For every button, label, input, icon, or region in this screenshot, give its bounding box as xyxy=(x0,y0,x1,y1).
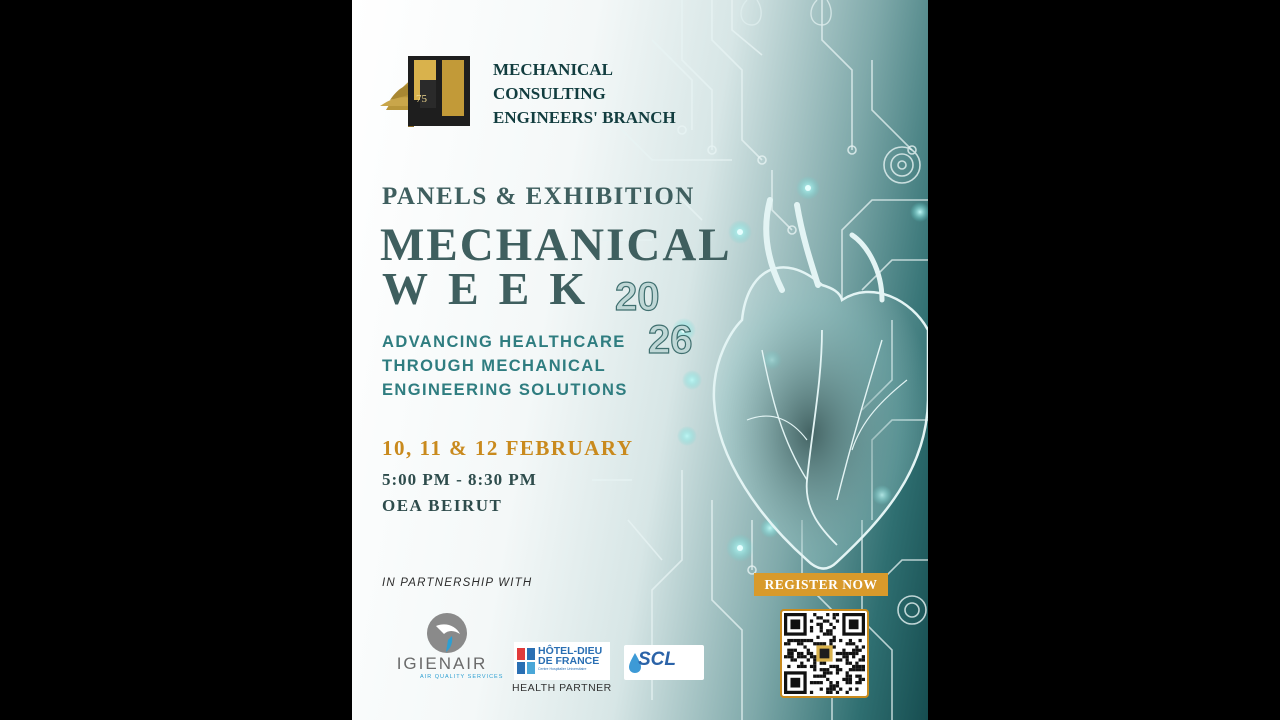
partnership-label: IN PARTNERSHIP WITH xyxy=(382,577,533,589)
hotel-dieu-name-line-1: HÔTEL-DIEU xyxy=(538,645,603,657)
logo-badge: 75 xyxy=(416,93,427,105)
event-poster xyxy=(352,0,928,720)
tagline-line-1: ADVANCING HEALTHCARE xyxy=(382,333,626,351)
organizer-line-3: ENGINEERS' BRANCH xyxy=(493,108,676,127)
igienair-tagline: AIR QUALITY SERVICES xyxy=(420,674,504,680)
organizer-line-2: CONSULTING xyxy=(493,84,606,103)
igienair-name: IGIENAIR xyxy=(396,654,488,673)
igienair-logo xyxy=(380,612,504,686)
event-title-line-1: MECHANICAL xyxy=(380,219,732,271)
hotel-dieu-logo xyxy=(514,642,610,680)
organizer-line-1: MECHANICAL xyxy=(493,60,613,79)
tagline-line-3: ENGINEERING SOLUTIONS xyxy=(382,381,628,399)
scl-logo xyxy=(624,645,704,680)
organizer-name xyxy=(493,58,676,130)
hotel-dieu-name-line-2: DE FRANCE xyxy=(538,655,600,667)
igienair-mark-icon xyxy=(426,612,468,654)
register-now-button[interactable]: REGISTER NOW xyxy=(754,573,888,596)
event-time: 5:00 PM - 8:30 PM xyxy=(382,470,537,489)
lungs-icon xyxy=(741,0,831,25)
event-venue: OEA BEIRUT xyxy=(382,496,503,515)
heart-icon xyxy=(714,200,928,569)
event-tagline xyxy=(382,330,628,402)
branch-logo xyxy=(378,50,474,132)
event-subtitle: PANELS & EXHIBITION xyxy=(382,183,695,210)
event-title-line-2: WEEK xyxy=(382,263,606,314)
event-dates: 10, 11 & 12 FEBRUARY xyxy=(382,436,634,460)
hotel-dieu-subtitle: Centre Hospitalier Universitaire xyxy=(538,667,587,671)
tagline-line-2: THROUGH MECHANICAL xyxy=(382,357,607,375)
scl-name: SCL xyxy=(638,649,676,670)
qr-code-icon xyxy=(784,613,865,694)
hotel-dieu-name xyxy=(538,646,602,666)
registration-qr-code[interactable] xyxy=(780,609,869,698)
event-year-bottom: 26 xyxy=(648,318,693,362)
health-partner-label: HEALTH PARTNER xyxy=(512,682,612,694)
hotel-dieu-mark-icon xyxy=(517,648,535,674)
event-year-top: 20 xyxy=(615,275,660,319)
